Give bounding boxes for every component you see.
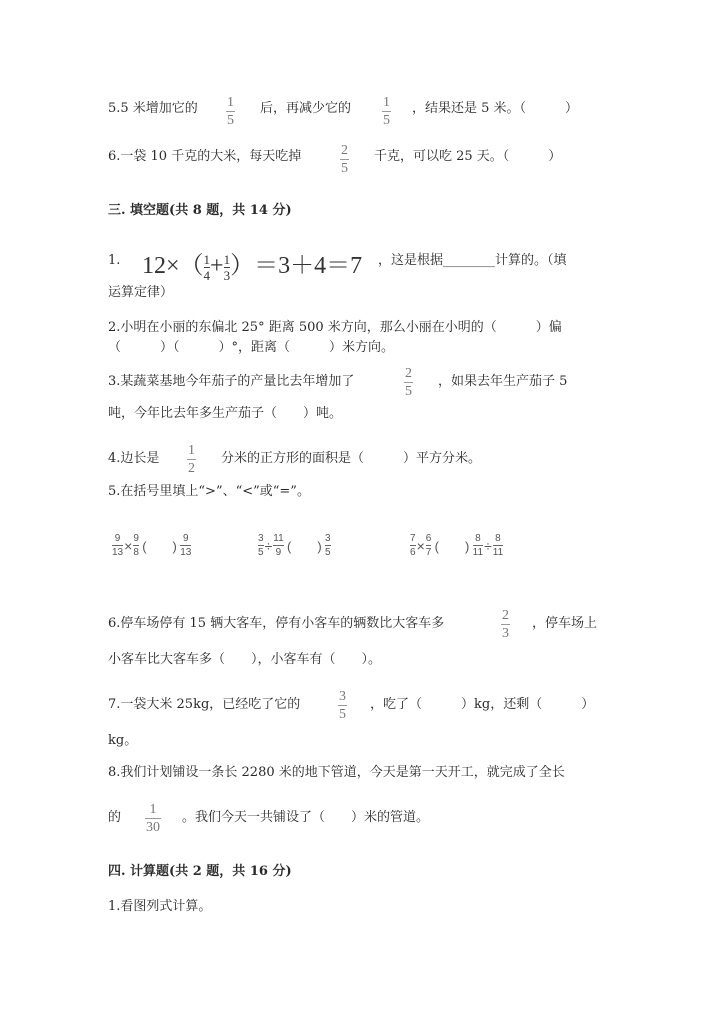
- denominator: 5: [227, 113, 234, 128]
- fill-q6-prefix: 6.停车场停有 15 辆大客车，停有小客车的辆数比大客车多: [108, 616, 445, 631]
- denominator: 2: [188, 461, 195, 476]
- judge-q5: [108, 101, 198, 117]
- fill-q8-prefix: 的: [108, 810, 122, 825]
- section-3-title: 三. 填空题(共 8 题，共 14 分): [108, 203, 292, 218]
- expr-part: ）＝3＋4＝7: [230, 253, 363, 279]
- numerator: 6: [425, 533, 432, 544]
- q5-prefix: 5.5 米增加它的: [108, 101, 198, 116]
- numerator: 7: [410, 533, 416, 544]
- fraction: [133, 533, 139, 558]
- plus-sign: +: [210, 253, 224, 279]
- numerator: 1: [223, 251, 231, 267]
- numerator: 9: [183, 533, 189, 544]
- fill-q2-line2: （ ）（ ）°，距离（ ）米方向。: [108, 340, 395, 355]
- numerator: 2: [341, 143, 348, 158]
- fill-q1-line2: 运算定律）: [108, 285, 174, 300]
- numerator: 8: [475, 533, 481, 544]
- denominator: 13: [180, 547, 192, 558]
- denominator: 11: [492, 547, 504, 558]
- fill-q7-prefix: 7.一袋大米 25kg，已经吃了它的: [108, 697, 301, 712]
- operator: ÷: [484, 537, 492, 554]
- fraction: [258, 533, 264, 558]
- calc-q1: 1.看图列式计算。: [108, 899, 212, 914]
- operator: ÷: [264, 537, 273, 554]
- fraction: [145, 802, 161, 835]
- fraction: [338, 689, 347, 722]
- denominator: 11: [472, 547, 484, 558]
- fill-q7-line2: kg。: [108, 733, 138, 748]
- compare-item-3: [410, 533, 503, 558]
- fill-q8-line1: 8.我们计划铺设一条长 2280 米的地下管道，今天是第一天开工，就完成了全长: [108, 765, 565, 780]
- fill-q3-prefix: 3.某蔬菜基地今年茄子的产量比去年增加了: [108, 374, 355, 389]
- denominator: 9: [275, 547, 282, 558]
- denominator: 5: [258, 547, 264, 558]
- answer-blank[interactable]: ( ): [434, 539, 470, 554]
- denominator: 30: [146, 820, 160, 835]
- numerator: 1: [149, 802, 157, 817]
- fill-q8-suffix: 。我们今天一共铺设了（ ）米的管道。: [182, 810, 430, 825]
- denominator: 7: [425, 547, 432, 558]
- denominator: 6: [410, 547, 416, 558]
- fill-q2-line1: 2.小明在小丽的东偏北 25° 距离 500 米方向，那么小丽在小明的（ ）偏: [108, 320, 562, 335]
- numerator: 3: [325, 533, 331, 544]
- numerator: 1: [188, 443, 195, 458]
- fill-q5-text: 5.在括号里填上“>”、“<”或“=”。: [108, 484, 310, 499]
- judge-q6-prefix: 6.一袋 10 千克的大米，每天吃掉: [108, 149, 302, 164]
- fraction: [404, 366, 413, 399]
- q5-suffix: ，结果还是 5 米。（ ）: [412, 101, 579, 116]
- numerator: 2: [502, 608, 509, 623]
- fraction: [226, 95, 235, 128]
- section-4-title: 四. 计算题(共 2 题，共 16 分): [108, 864, 292, 879]
- fill-q4-prefix: 4.边长是: [108, 451, 160, 466]
- fraction: [501, 608, 510, 641]
- compare-item-2: [258, 533, 331, 558]
- judge-q6-suffix: 千克，可以吃 25 天。（ ）: [374, 149, 562, 164]
- fill-q7-suffix: ，吃了（ ）kg，还剩（ ）: [370, 697, 595, 712]
- fraction: [325, 533, 331, 558]
- denominator: 5: [325, 547, 331, 558]
- fraction: [493, 533, 503, 558]
- fill-q3-line2: 吨，今年比去年多生产茄子（ ）吨。: [108, 406, 343, 421]
- fill-q6-suffix: ，停车场上: [532, 616, 598, 631]
- fraction: [473, 533, 483, 558]
- q5-mid: 后，再减少它的: [260, 101, 352, 116]
- denominator: 5: [405, 384, 412, 399]
- numerator: 9: [133, 533, 139, 544]
- denominator: 5: [339, 707, 346, 722]
- compare-item-1: [112, 533, 191, 558]
- answer-blank[interactable]: ( ): [286, 539, 322, 554]
- fill-q1-number: 1.: [108, 253, 121, 268]
- numerator: 2: [405, 366, 412, 381]
- numerator: 3: [258, 533, 264, 544]
- operator: ×: [124, 537, 133, 554]
- numerator: 1: [227, 95, 234, 110]
- fill-q4-suffix: 分米的正方形的面积是（ ）平方分米。: [221, 451, 482, 466]
- answer-blank[interactable]: ( ): [142, 539, 177, 554]
- denominator: 5: [341, 161, 348, 176]
- fraction: [382, 95, 391, 128]
- fraction: [180, 533, 191, 558]
- denominator: 8: [133, 547, 139, 558]
- fill-q1-suffix: ，这是根据________计算的。（填: [378, 253, 567, 268]
- operator: ×: [416, 537, 425, 554]
- expr-part: 12×（: [142, 253, 204, 279]
- fraction: [273, 533, 283, 558]
- fraction: [410, 533, 416, 558]
- numerator: 1: [383, 95, 390, 110]
- denominator: 13: [112, 547, 124, 558]
- fill-q6-line2: 小客车比大客车多（ ），小客车有（ ）。: [108, 652, 382, 667]
- numerator: 1: [203, 251, 211, 267]
- denominator: 3: [502, 626, 509, 641]
- numerator: 11: [273, 533, 284, 544]
- numerator: 9: [114, 533, 121, 544]
- fill-q1-expression: [142, 245, 362, 282]
- denominator: 5: [383, 113, 390, 128]
- fraction: [112, 533, 123, 558]
- fraction: [187, 443, 196, 476]
- fraction: [426, 533, 432, 558]
- denominator: 3: [223, 267, 231, 283]
- fill-q3-suffix: ，如果去年生产茄子 5: [438, 374, 568, 389]
- fraction: [340, 143, 349, 176]
- numerator: 8: [495, 533, 501, 544]
- numerator: 3: [339, 689, 346, 704]
- denominator: 4: [203, 267, 211, 283]
